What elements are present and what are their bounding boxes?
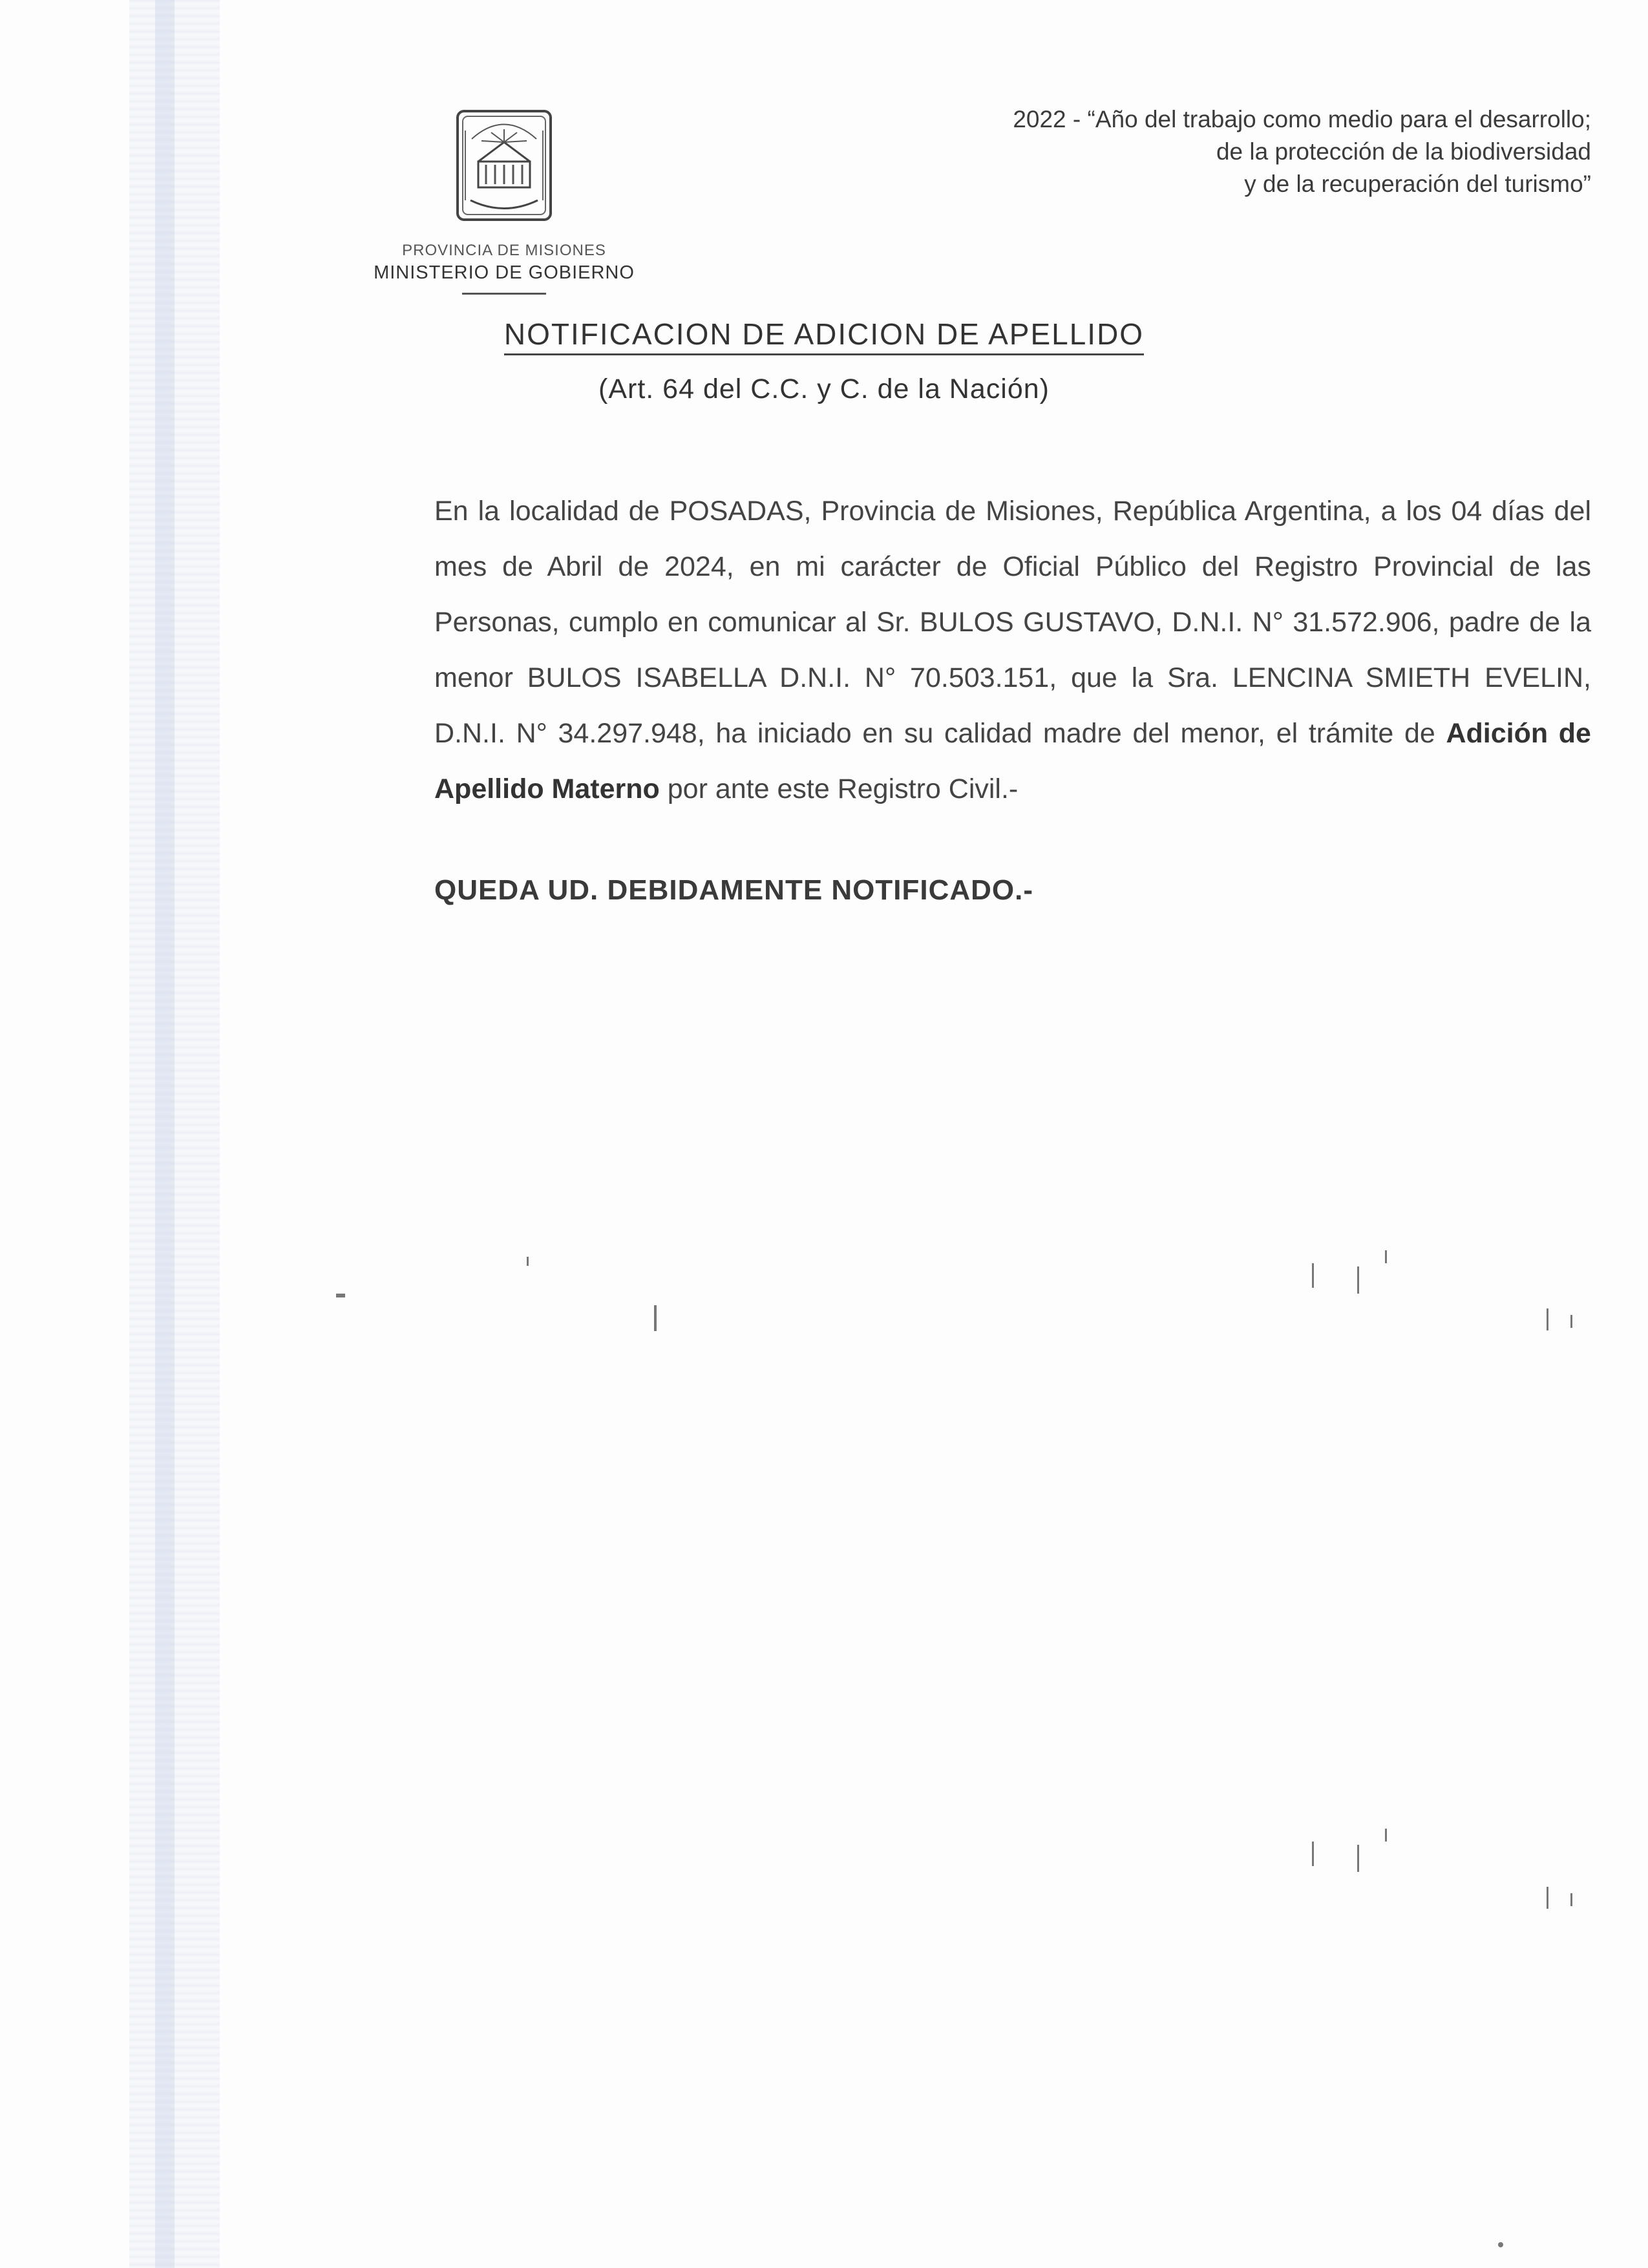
document-subtitle: (Art. 64 del C.C. y C. de la Nación) [598, 373, 1050, 404]
year-motto [751, 103, 1591, 200]
notification-body [434, 483, 1591, 817]
body-text-bold: Adición de Apellido Materno [434, 718, 1591, 804]
scan-speck [1312, 1263, 1314, 1288]
ministry-name: MINISTERIO DE GOBIERNO [374, 262, 635, 283]
scan-speck [1547, 1887, 1548, 1909]
scan-speck [1312, 1842, 1314, 1866]
scan-speck [1498, 2242, 1503, 2247]
scan-speck [1570, 1315, 1572, 1328]
closing-statement: QUEDA UD. DEBIDAMENTE NOTIFICADO.- [434, 874, 1034, 906]
ministry-underline [462, 293, 546, 295]
scan-speck [336, 1294, 345, 1297]
scan-speck [654, 1305, 657, 1331]
scan-speck [527, 1257, 529, 1266]
scan-speck [1570, 1893, 1572, 1906]
body-text-part2: por ante este Registro Civil.- [659, 773, 1019, 804]
scan-speck [1357, 1845, 1359, 1872]
province-name: PROVINCIA DE MISIONES [402, 242, 606, 259]
motto-line: 2022 - “Año del trabajo como medio para el desarrollo; [1013, 106, 1591, 132]
province-seal-icon [439, 103, 569, 226]
scan-speck [1547, 1308, 1548, 1330]
scan-speck [1385, 1250, 1387, 1263]
body-text-part1: En la localidad de POSADAS, Provincia de Misiones, República Argentina, a los 04 días del mes de Abril de 2024, en mi carácter de Oficial Público del Registro Provincial de las Personas, cumplo en comunicar al Sr. BULOS GUSTAVO, D.N.I. N° 31.572.906, padre de la menor BULOS ISABELLA D.N.I. N° 70.503.151, que la Sra. LENCINA SMIETH EVELIN, D.N.I. N° 34.297.948, ha iniciado en su calidad madre del menor, el trámite de [434, 496, 1591, 749]
letterhead [349, 103, 659, 295]
motto-line: de la protección de la biodiversidad [1216, 138, 1591, 165]
document-title-text: NOTIFICACION DE ADICION DE APELLIDO [504, 317, 1144, 355]
document-title [0, 317, 1648, 352]
scan-speck [1357, 1266, 1359, 1294]
motto-line: y de la recuperación del turismo” [1244, 171, 1591, 197]
scan-speck [1385, 1829, 1387, 1842]
